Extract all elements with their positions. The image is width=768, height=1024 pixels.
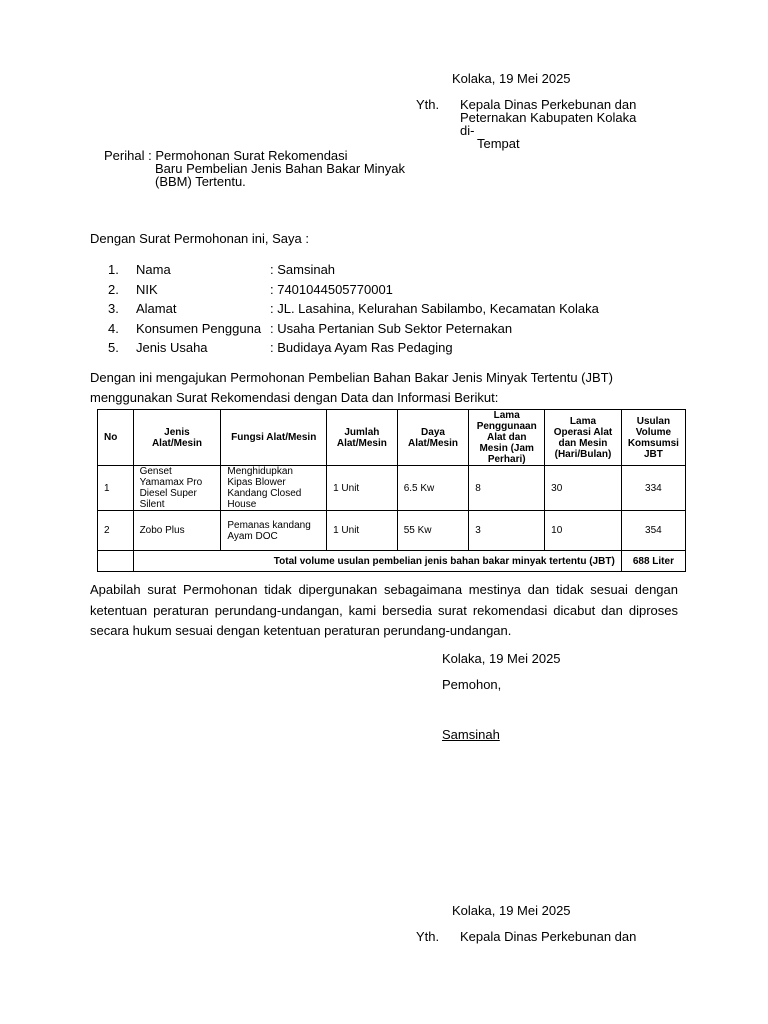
list-key: NIK <box>136 281 158 297</box>
table-header: Jumlah Alat/Mesin <box>327 410 398 466</box>
table-cell: Zobo Plus <box>133 511 221 551</box>
table-header: Lama Operasi Alat dan Mesin (Hari/Bulan) <box>545 410 622 466</box>
table-cell: 8 <box>469 466 545 511</box>
list-key: Nama <box>136 262 171 277</box>
table-row <box>98 511 686 551</box>
perihal-label: Perihal : <box>104 148 152 163</box>
list-item <box>108 338 599 358</box>
table-cell: 1 Unit <box>327 511 398 551</box>
table-cell: 1 Unit <box>327 466 398 511</box>
list-value: : Budidaya Ayam Ras Pedaging <box>270 340 453 356</box>
list-number: 2. <box>108 281 119 297</box>
table-cell: 10 <box>545 511 622 551</box>
perihal-block <box>104 149 405 188</box>
list-item <box>108 299 599 319</box>
list-key: Konsumen Pengguna <box>136 320 262 336</box>
total-label: Total volume usulan pembelian jenis bahan bakar minyak tertentu (JBT) <box>133 551 621 572</box>
table-cell: 334 <box>621 466 685 511</box>
list-value: : Samsinah <box>270 262 336 277</box>
table-header: Usulan Volume Komsumsi JBT <box>621 410 685 466</box>
recipient-line: Peternakan Kabupaten Kolaka <box>460 110 637 125</box>
table-cell: 6.5 Kw <box>397 466 469 511</box>
table-header-row <box>98 410 686 466</box>
list-item <box>108 260 599 280</box>
signature-name: Samsinah <box>442 727 500 742</box>
list-value: : 7401044505770001 <box>270 281 393 297</box>
list-number: 4. <box>108 320 119 336</box>
equipment-table <box>97 409 686 572</box>
table-cell: 3 <box>469 511 545 551</box>
recipient-line: Tempat <box>477 136 520 151</box>
request-paragraph: Dengan ini mengajukan Permohonan Pembelian Bahan Bakar Jenis Minyak Tertentu (JBT) menggunakan Surat Rekomendasi dengan Data dan Informasi Berikut: <box>90 370 613 405</box>
list-number: 3. <box>108 301 119 317</box>
letter-date: Kolaka, 19 Mei 2025 <box>452 903 571 918</box>
table-cell: Pemanas kandang Ayam DOC <box>221 511 327 551</box>
yth-label: Yth. <box>416 97 440 112</box>
table-row <box>98 466 686 511</box>
table-header: Fungsi Alat/Mesin <box>221 410 327 466</box>
table-header: Lama Penggunaan Alat dan Mesin (Jam Perhari) <box>469 410 545 466</box>
letter-date: Kolaka, 19 Mei 2025 <box>452 71 571 86</box>
table-cell: 1 <box>98 466 134 511</box>
list-key: Alamat <box>136 301 177 317</box>
table-cell: 2 <box>98 511 134 551</box>
table-cell <box>98 551 134 572</box>
identity-list <box>108 260 599 358</box>
list-item <box>108 319 599 339</box>
signature-date: Kolaka, 19 Mei 2025 <box>442 651 561 666</box>
table-cell: Menghidupkan Kipas Blower Kandang Closed House <box>221 466 327 511</box>
table-total-row <box>98 551 686 572</box>
table-header: No <box>98 410 134 466</box>
recipient-line: Kepala Dinas Perkebunan dan <box>460 929 637 944</box>
recipient-line: di- <box>460 123 475 138</box>
perihal-line: (BBM) Tertentu. <box>155 174 246 189</box>
intro-text: Dengan Surat Permohonan ini, Saya : <box>90 231 309 246</box>
yth-label: Yth. <box>416 929 440 944</box>
total-value: 688 Liter <box>621 551 685 572</box>
table-header: Jenis Alat/Mesin <box>133 410 221 466</box>
table-header: Daya Alat/Mesin <box>397 410 469 466</box>
list-number: 5. <box>108 340 119 356</box>
table-cell: 55 Kw <box>397 511 469 551</box>
table-cell: Genset Yamamax Pro Diesel Super Silent <box>133 466 221 511</box>
recipient-block <box>460 98 636 150</box>
list-number: 1. <box>108 262 119 277</box>
table-cell: 30 <box>545 466 622 511</box>
list-value: : Usaha Pertanian Sub Sektor Peternakan <box>270 320 513 336</box>
statement-paragraph: Apabilah surat Permohonan tidak dipergunakan sebagaimana mestinya dan tidak sesuai dengan ketentuan peraturan perundang-undangan, kami bersedia surat rekomendasi dicabut dan diproses secara hukum sesuai dengan ketentuan peraturan perundang-undangan. <box>90 582 678 638</box>
perihal-line: Baru Pembelian Jenis Bahan Bakar Minyak <box>155 161 406 176</box>
perihal-line: Permohonan Surat Rekomendasi <box>155 148 348 163</box>
list-key: Jenis Usaha <box>136 340 208 356</box>
signature-role: Pemohon, <box>442 677 502 692</box>
list-item <box>108 280 599 300</box>
list-value: : JL. Lasahina, Kelurahan Sabilambo, Kecamatan Kolaka <box>270 301 599 317</box>
recipient-line: Kepala Dinas Perkebunan dan <box>460 97 637 112</box>
table-cell: 354 <box>621 511 685 551</box>
